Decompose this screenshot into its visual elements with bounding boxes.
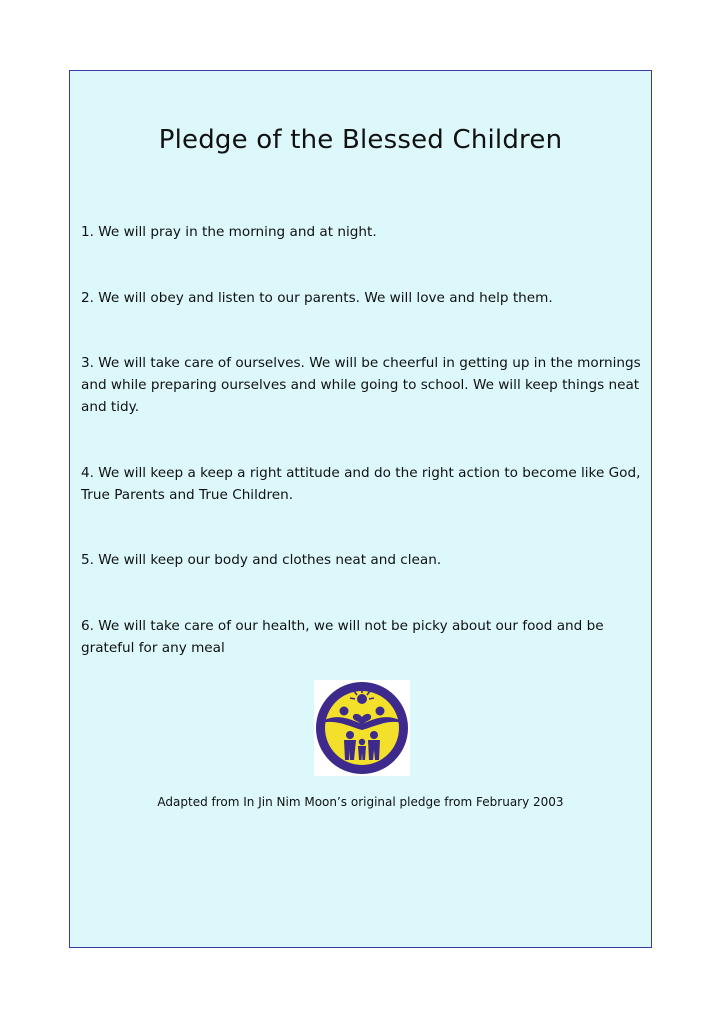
pledge-item-1: 1. We will pray in the morning and at night.	[81, 224, 377, 240]
pledge-item-3: 3. We will take care of ourselves. We will be cheerful in getting up in the mornings and while preparing ourselves and while going to school. We will keep things neat and tidy.	[81, 355, 641, 415]
family-circle-logo	[314, 680, 410, 776]
family-logo-icon	[314, 680, 410, 776]
page-title: Pledge of the Blessed Children	[158, 125, 563, 155]
pledge-item-5: 5. We will keep our body and clothes neat and clean.	[81, 552, 442, 568]
pledge-item-2: 2. We will obey and listen to our parents. We will love and help them.	[81, 290, 553, 306]
pledge-item-6: 6. We will take care of our health, we will not be picky about our food and be grateful for any meal	[81, 618, 604, 656]
pledge-item-4: 4. We will keep a keep a right attitude and do the right action to become like God, True Parents and True Children.	[81, 465, 641, 503]
pledge-panel	[69, 70, 652, 948]
source-credit: Adapted from In Jin Nim Moon’s original pledge from February 2003	[157, 795, 564, 809]
